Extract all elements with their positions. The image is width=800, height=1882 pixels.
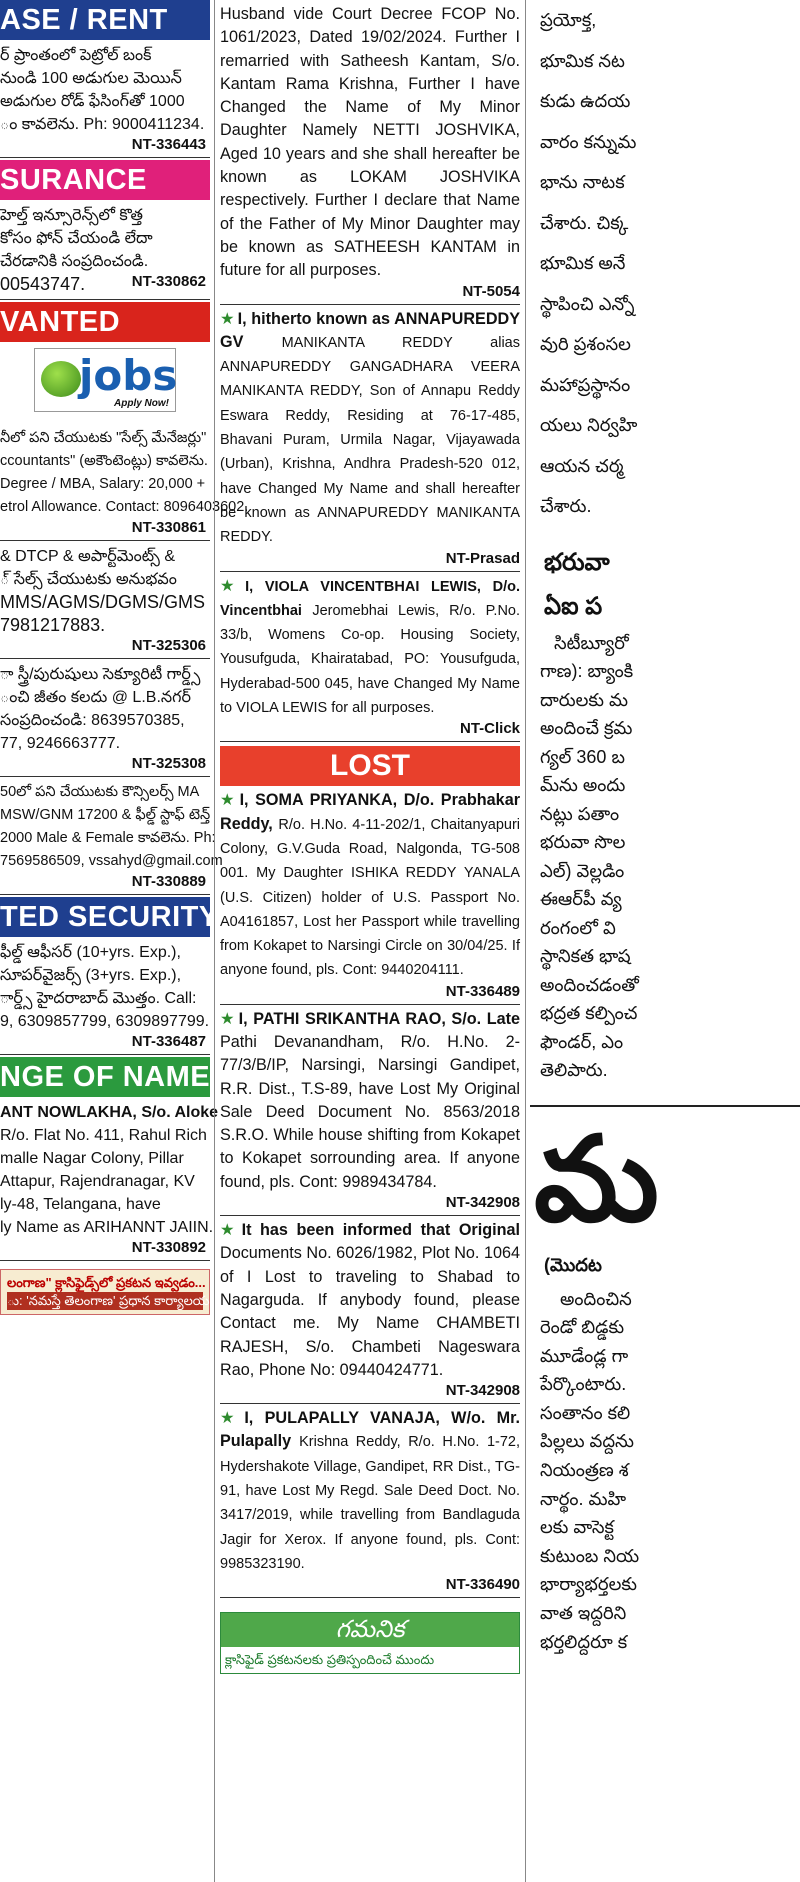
ad-line: MMS/AGMS/DGMS/GMS xyxy=(0,592,206,612)
article-line: అందించే క్రమ xyxy=(540,718,633,738)
ad-code: NT-Click xyxy=(459,720,520,738)
ad-lead: I, PULAPALLY VANAJA, W/o. Mr. Pulapally xyxy=(220,1409,521,1451)
ad-line: ly-48, Telangana, have xyxy=(0,1196,161,1213)
article-line: తెలిపారు. xyxy=(540,1060,608,1080)
article-line: రంగంలో వి xyxy=(540,917,616,938)
article-line: గ్యల్ 360 బ xyxy=(540,746,625,767)
lease-rent-header: ASE / RENT xyxy=(0,0,210,40)
ad-line: etrol Allowance. Contact: 8096403602. xyxy=(0,499,249,515)
article-line: భూమిక నట xyxy=(540,50,625,71)
classifieds-middle-column xyxy=(214,0,526,1882)
article-line: ఎల్) వెల్లడిం xyxy=(540,860,625,881)
article-line: చేశారు. xyxy=(540,496,592,516)
ad-lead: I, hitherto known as ANNAPUREDDY GV xyxy=(220,309,520,351)
ad-line: & DTCP & అపార్ట్‌మెంట్స్ & xyxy=(0,548,176,565)
ad-body: Pathi Devanandham, R/o. H.No. 2-77/3/B/IP, Narsingi, Narsingi Gandipet, R.R. Dist., T.S-89, have Lost My Original Sale Deed Document No. 8563/2018 S.R.O. While house shifting from Kokapet to Kokapet sorrounding area. If anyone found, pls. Cont: 9989434784. xyxy=(220,1032,520,1191)
ad-lead: I, SOMA PRIYANKA, D/o. Prabhakar Reddy, xyxy=(220,791,520,833)
footer-line: ు: 'నమస్తే తెలంగాణ' ప్రధాన కార్యాలయం, xyxy=(7,1293,220,1308)
lease-ad xyxy=(0,40,210,158)
ad-line: సంప్రదించండి: 8639570385, xyxy=(0,712,185,729)
ad-body: Documents No. 6026/1982, Plot No. 1064 of I Lost to traveling to Shabad to Nagarguda. If anybody found, please Contact me. My Name CHAMBETI RAJESH, S/o. Chambeti Nageswara Rao, Phone No: 09440424771. xyxy=(220,1244,520,1379)
notice-box xyxy=(220,1612,520,1674)
ad-line: 7981217883. xyxy=(0,615,106,635)
big-headline: మ xyxy=(534,1113,659,1246)
jobs-ad xyxy=(0,423,249,541)
ad-line: MSW/GNM 17200 & ఫీల్డ్ స్టాఫ్ టెన్త్ xyxy=(0,807,211,823)
article-line: రెండో బిడ్డకు xyxy=(540,1317,625,1338)
ad-line: ccountants" (అకౌంటెంట్లు) కావలెను. xyxy=(0,453,208,469)
ad-code: NT-336487 xyxy=(131,1033,206,1050)
article-line: పేర్కొంటారు. xyxy=(540,1374,627,1395)
ad-line: ANT NOWLAKHA, S/o. Aloke xyxy=(0,1104,219,1121)
ad-code: NT-336490 xyxy=(445,1576,520,1594)
article-line: నియంత్రణ శ xyxy=(540,1460,629,1481)
ad-body: Jeromebhai Lewis, R/o. P.No. 33/b, Womens Co-op. Housing Society, Yousufguda, Khairatabad, PO: Yousufguda, Hyderabad-500 045, have Changed My Name to VIOLA LEWIS for all purposes. xyxy=(220,602,521,717)
ad-lead: I, VIOLA VINCENTBHAI LEWIS, D/o. Vincentbhai xyxy=(220,578,520,619)
ad-line: ్ సేల్స్ చేయుటకు అనుభవం xyxy=(0,571,177,588)
lost-ad xyxy=(220,1005,520,1216)
article-line: మూడేండ్ల గా xyxy=(540,1345,629,1366)
article-line: అందించిన xyxy=(560,1288,632,1309)
article-bottom xyxy=(540,1285,800,1657)
footer-line: లంగాణ" క్లాసిఫైడ్స్‌లో ప్రకటన ఇవ్వడం... xyxy=(7,1275,206,1290)
change-of-name-ad xyxy=(0,1097,219,1261)
ad-line: ంచి జీతం కలదు @ L.B.నగర్ xyxy=(0,689,191,706)
ad-code: NT-336489 xyxy=(445,982,520,1000)
ad-line: ఫీల్డ్ ఆఫీసర్ (10+yrs. Exp.), xyxy=(0,944,181,961)
article-line: స్థానికత భాష xyxy=(540,946,631,966)
article-line: వాత ఇద్దరిని xyxy=(540,1603,627,1624)
article-line: యలు నిర్వహి xyxy=(540,415,638,435)
ad-code: NT-330861 xyxy=(131,519,206,536)
ad-code: NT-325306 xyxy=(131,637,206,654)
ad-line: ర్ ప్రాంతంలో పెట్రోల్ బంక్ xyxy=(0,47,152,64)
classifieds-left-column xyxy=(0,0,249,1882)
article-line: భార్యాభర్తలకు xyxy=(540,1574,637,1595)
ad-body: Krishna Reddy, R/o. H.No. 1-72, Hydershakote Village, Gandipet, RR Dist., TG-91, have Lost My Regd. Sale Deed Doct. No. 3417/2019, while travelling from Bandlaguda Jagir for Xerox. If anyone found, pls. Cont: 9985323190. xyxy=(220,1434,520,1572)
article-line: వురి ప్రశంసల xyxy=(540,334,631,354)
article-line: గాణ): బ్యాంకి xyxy=(540,661,634,681)
article-line: భద్రత కల్పించ xyxy=(540,1003,638,1023)
jobs-logo-text: jobs xyxy=(79,351,178,400)
ad-line: ం కావలెను. Ph: 9000411234. xyxy=(0,116,205,133)
ad-line: ా స్త్రీ/పురుషులు సెక్యూరిటీ గార్డ్స్ xyxy=(0,666,201,683)
ad-line: నుండి 100 అడుగుల మెయిన్ xyxy=(0,70,182,87)
article-line: సంతానం కలి xyxy=(540,1402,631,1423)
article-line: నట్లు పతాం xyxy=(540,803,620,824)
ad-line: అడుగుల రోడ్ ఫేసింగ్‌తో 1000 xyxy=(0,93,185,110)
lost-ad xyxy=(220,1404,520,1598)
article-line: ఫౌండర్, ఎం xyxy=(540,1031,624,1052)
ad-line: కోసం ఫోన్ చేయండి లేదా xyxy=(0,230,153,247)
article-line: వారం కన్నుమ xyxy=(540,131,637,152)
name-change-ad xyxy=(220,305,520,572)
article-line: కుటుంబ నియ xyxy=(540,1545,640,1566)
ad-line: సూపర్‌వైజర్స్ (3+yrs. Exp.), xyxy=(0,967,182,984)
jobs-logo xyxy=(0,342,210,423)
article-line: దారులకు మ xyxy=(540,689,629,710)
star-icon: ★ xyxy=(220,576,243,595)
section-divider xyxy=(530,1105,800,1107)
ad-code: NT-330862 xyxy=(131,273,206,290)
ad-line: ly Name as ARIHANNT JAIIN. xyxy=(0,1219,214,1236)
ad-code: NT-342908 xyxy=(445,1194,520,1212)
article-mid xyxy=(540,629,800,1085)
star-icon: ★ xyxy=(220,791,237,810)
counsellor-ad xyxy=(0,777,223,895)
notice-body: క్లాసిఫైడ్ ప్రకటనలకు ప్రతిస్పందించే ముందు xyxy=(225,1652,435,1668)
star-icon: ★ xyxy=(220,309,235,328)
trusted-security-ad xyxy=(0,937,210,1055)
ad-line: 9, 6309857799, 6309897799. xyxy=(0,1013,210,1030)
article-line: భరువా సొల xyxy=(540,832,626,852)
ad-line: malle Nagar Colony, Pillar xyxy=(0,1150,184,1167)
ad-line: నీలో పని చేయుటకు "సేల్స్ మేనేజర్లు" xyxy=(0,430,207,446)
insurance-header: SURANCE xyxy=(0,160,210,200)
ad-code: NT-342908 xyxy=(445,1382,520,1400)
article-line: స్థాపించి ఎన్నో xyxy=(540,293,635,314)
security-guards-ad xyxy=(0,659,210,777)
change-of-name-header: NGE OF NAME xyxy=(0,1057,210,1097)
globe-icon xyxy=(41,361,81,397)
ad-body: MANIKANTA REDDY alias ANNAPUREDDY GANGADHARA VEERA MANIKANTA REDDY, Son of Annapu Reddy Eswara Reddy, Residing at 76-17-485, Bhavani Puram, Urmila Nagar, Vijayawada (Urban), Krishna, Andhra Pradesh-520 012, have Changed My Name and shall hereafter be known as ANNAPUREDDY MANIKANTA REDDY. xyxy=(220,334,520,546)
ad-line: Degree / MBA, Salary: 20,000 + xyxy=(0,476,206,492)
news-right-column xyxy=(530,0,800,1882)
ad-line: R/o. Flat No. 411, Rahul Rich xyxy=(0,1127,207,1144)
lost-ad xyxy=(220,1216,520,1404)
name-change-ad xyxy=(220,572,520,743)
star-icon: ★ xyxy=(220,1009,236,1028)
ad-body: R/o. H.No. 4-11-202/1, Chaitanyapuri Colony, G.V.Guda Road, Nalgonda, TG-508 001. My Daughter ISHIKA REDDY YANALA (U.S. Citizen) holder of U.S. Passport No. A04161857, Lost her Passport while travelling from Kokapet to Narsingi Circle on 30/04/25. If anyone found, pls. Cont: 9440204111. xyxy=(220,816,520,979)
trusted-security-header: TED SECURITY xyxy=(0,897,210,937)
subheading: (మొదట xyxy=(544,1254,602,1275)
article-line: భూమిక అనే xyxy=(540,253,626,273)
lost-header: LOST xyxy=(220,746,520,786)
ad-lead: It has been informed that Original xyxy=(241,1221,520,1240)
article-line: ప్రయోక్త, xyxy=(540,10,597,30)
ad-code: NT-336443 xyxy=(131,136,206,153)
jobs-logo-box xyxy=(34,348,176,412)
article-line: మహాప్రస్థానం xyxy=(540,374,631,395)
ad-line: 77, 9246663777. xyxy=(0,735,121,752)
ad-line: ార్డ్స్ హైదరాబాద్ మొత్తం. Call: xyxy=(0,990,197,1007)
ad-line: 7569586509, vssahyd@gmail.com xyxy=(0,853,223,869)
ad-code: NT-330892 xyxy=(131,1239,206,1256)
lost-ad xyxy=(220,786,520,1004)
name-change-ad xyxy=(220,0,520,305)
ad-code: NT-325308 xyxy=(131,755,206,772)
article-line: సిటీబ్యూరో xyxy=(554,632,629,653)
notice-header: గమనిక xyxy=(221,1613,519,1647)
ad-line: 50లో పని చేయుటకు కౌన్సిలర్స్ MA xyxy=(0,784,200,800)
article-line: ఆయన చర్మ xyxy=(540,455,624,476)
headline-line-2: ఏఐ ప xyxy=(544,592,603,620)
article-line: ఈఆర్‌పీ వ్య xyxy=(540,889,622,909)
article-top xyxy=(540,0,800,527)
headline-line-1: భరువా xyxy=(544,548,610,576)
ad-line: హెల్త్ ఇన్సూరెన్స్‌లో కొత్త xyxy=(0,207,143,224)
ad-line: 2000 Male & Female కావలెను. Ph: xyxy=(0,830,216,846)
ad-line: Attapur, Rajendranagar, KV xyxy=(0,1173,195,1190)
article-line: కుడు ఉదయ xyxy=(540,91,631,111)
ad-line: చేరడానికి సంప్రదించండి. xyxy=(0,253,149,270)
star-icon: ★ xyxy=(220,1221,239,1240)
star-icon: ★ xyxy=(220,1409,242,1428)
classified-footer-banner xyxy=(0,1269,220,1315)
article-line: లకు వాసెక్ట xyxy=(540,1517,614,1538)
article-line: అందించడంతో xyxy=(540,974,639,995)
insurance-ad xyxy=(0,200,210,300)
article-line: పిల్లలు వద్దను xyxy=(540,1431,634,1452)
article-line: చేశారు. చిక్క xyxy=(540,212,629,233)
ad-body: Husband vide Court Decree FCOP No. 1061/2023, Dated 19/02/2024. Further I remarried with Satheesh Kantam, S/o. Kantam Rama Krishna, Further I have Changed the Name of My Minor Daughter Namely NETTI JOSHVIKA, Aged 10 years and she shall hereafter be known as LOKAM JOSHVIKA respectively. Further I declare that Name of the Father of My Minor Daughter may be known as SATHEESH KANTAM in future for all purposes. xyxy=(220,5,520,280)
ad-line: 00543747. xyxy=(0,274,86,294)
article-line: భాను నాటక xyxy=(540,172,625,192)
article-line: నార్థం. మహి xyxy=(540,1488,627,1509)
ad-code: NT-5054 xyxy=(462,282,520,300)
wanted-header: VANTED xyxy=(0,302,210,342)
dtcp-ad xyxy=(0,541,210,659)
jobs-logo-tagline: Apply Now! xyxy=(114,398,169,409)
ad-code: NT-Prasad xyxy=(445,549,520,567)
ad-lead: I, PATHI SRIKANTHA RAO, S/o. Late xyxy=(238,1009,521,1028)
article-line: భర్తలిద్దరూ క xyxy=(540,1631,628,1652)
article-line: మ్‌ను అందు xyxy=(540,775,626,795)
ad-code: NT-330889 xyxy=(131,873,206,890)
